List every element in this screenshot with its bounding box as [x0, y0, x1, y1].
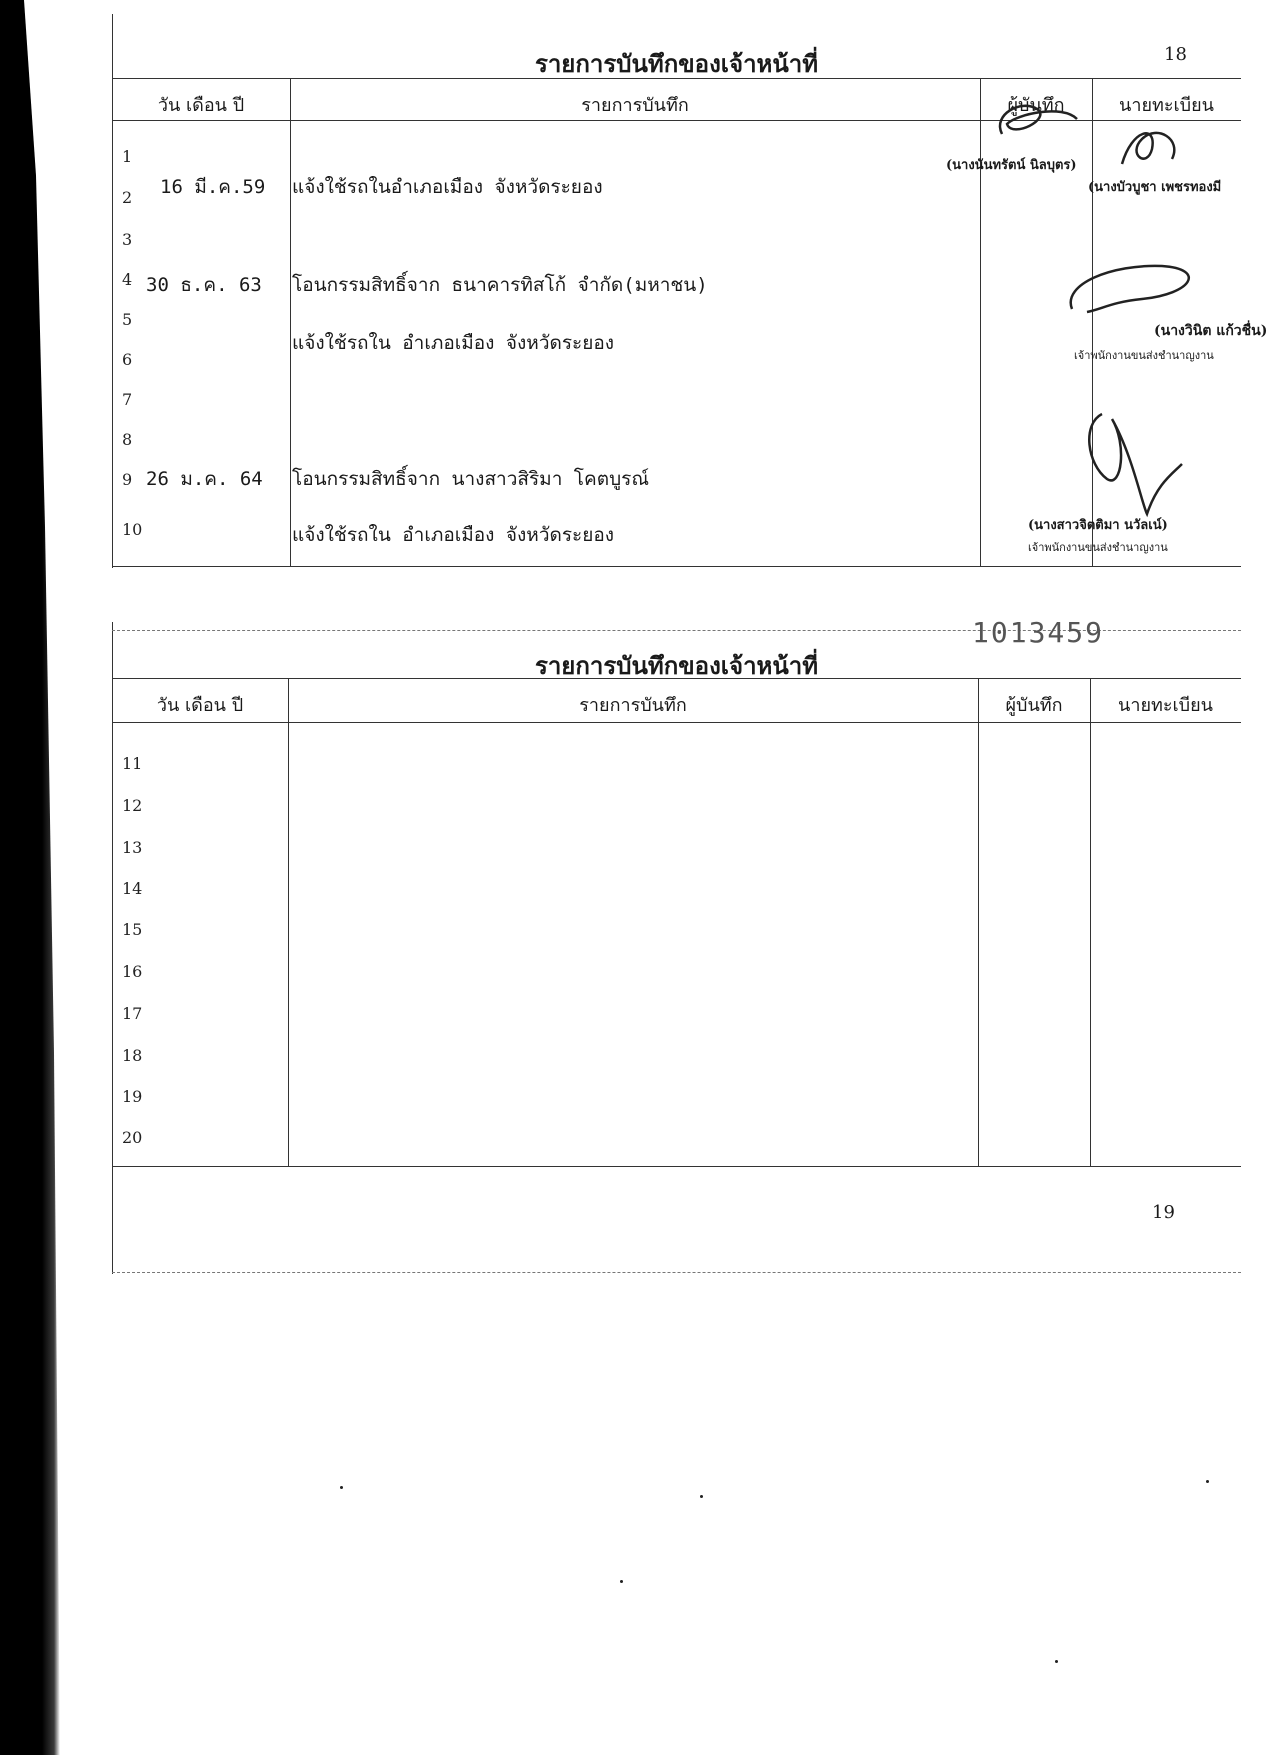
page-number: 19	[1152, 1202, 1175, 1223]
row-number: 20	[122, 1128, 143, 1147]
row-number: 8	[122, 430, 133, 449]
table-bottom-rule	[112, 1166, 1241, 1167]
registrar-signature-1	[1112, 119, 1202, 179]
row-number: 7	[122, 390, 133, 409]
entry-text: แจ้งใช้รถในอำเภอเมือง จังหวัดระยอง	[292, 176, 603, 198]
entry-text: แจ้งใช้รถใน อำเภอเมือง จังหวัดระยอง	[292, 332, 615, 354]
column-header-recorder: ผู้บันทึก	[1007, 95, 1065, 116]
recorder-name-1: (นางนันทรัตน์ นิลบุตร)	[946, 158, 1077, 173]
section-title: รายการบันทึกของเจ้าหน้าที่	[534, 652, 819, 680]
column-header-date: วัน เดือน ปี	[157, 95, 245, 116]
column-header-recorder: ผู้บันทึก	[1005, 695, 1063, 716]
scan-speck	[700, 1495, 703, 1498]
registrar-title-2: เจ้าพนักงานขนส่งชำนาญงาน	[1074, 349, 1214, 362]
row-number: 9	[122, 470, 133, 489]
scan-speck	[340, 1486, 343, 1489]
column-divider	[288, 678, 289, 1166]
row-number: 4	[122, 270, 133, 289]
scan-speck	[620, 1580, 623, 1583]
scan-dark-edge	[0, 0, 60, 1755]
entry-date: 30 ธ.ค. 63	[146, 274, 262, 296]
registrar-name-2: (นางวินิต แก้วชื่น)	[1154, 323, 1267, 339]
row-number: 2	[122, 188, 133, 207]
scan-speck	[1055, 1660, 1058, 1663]
registrar-name-1: (นางบัวบูชา เพชรทองมี	[1088, 180, 1222, 195]
row-number: 10	[122, 520, 143, 539]
column-divider	[978, 678, 979, 1166]
entry-text: โอนกรรมสิทธิ์จาก ธนาคารทิสโก้ จำกัด(มหาชน)	[292, 274, 708, 296]
row-number: 6	[122, 350, 133, 369]
column-divider	[1090, 678, 1091, 1166]
header-bottom-rule	[112, 722, 1241, 723]
table-bottom-rule	[112, 566, 1241, 567]
entry-date: 16 มี.ค.59	[160, 176, 266, 198]
column-divider	[980, 78, 981, 566]
row-number: 17	[122, 1004, 143, 1023]
row-number: 14	[122, 879, 143, 898]
recorder-name-3: (นางสาวจิตติมา นวัลเน์)	[1028, 518, 1168, 533]
scan-speck	[1206, 1480, 1209, 1483]
column-header-date: วัน เดือน ปี	[156, 695, 244, 716]
row-number: 1	[122, 147, 133, 166]
column-divider	[290, 78, 291, 566]
registrar-signature-2	[1042, 254, 1222, 324]
row-number: 12	[122, 796, 143, 815]
section-title: รายการบันทึกของเจ้าหน้าที่	[534, 50, 819, 78]
column-header-entry: รายการบันทึก	[581, 95, 689, 116]
column-header-registrar: นายทะเบียน	[1119, 95, 1214, 116]
sheet-bottom-rule	[112, 1272, 1241, 1273]
row-number: 13	[122, 838, 143, 857]
entry-date: 26 ม.ค. 64	[146, 468, 263, 490]
record-sheet-page-18	[112, 14, 1267, 568]
record-sheet-page-19	[112, 616, 1241, 1274]
recorder-title-3: เจ้าพนักงานขนส่งชำนาญงาน	[1028, 541, 1168, 554]
row-number: 18	[122, 1046, 143, 1065]
entry-text: โอนกรรมสิทธิ์จาก นางสาวสิริมา โคตบูรณ์	[292, 468, 649, 490]
entry-text: แจ้งใช้รถใน อำเภอเมือง จังหวัดระยอง	[292, 524, 615, 546]
row-number: 19	[122, 1087, 143, 1106]
row-number: 15	[122, 920, 143, 939]
header-top-rule	[112, 678, 1241, 679]
stamp-number: 1013459	[972, 616, 1105, 649]
column-header-registrar: นายทะเบียน	[1118, 695, 1213, 716]
column-header-entry: รายการบันทึก	[579, 695, 687, 716]
row-number: 3	[122, 230, 133, 249]
left-border	[112, 622, 113, 1274]
row-number: 16	[122, 962, 143, 981]
row-number: 11	[122, 754, 143, 773]
page-number: 18	[1164, 44, 1187, 65]
header-top-rule	[112, 78, 1241, 79]
row-number: 5	[122, 310, 133, 329]
